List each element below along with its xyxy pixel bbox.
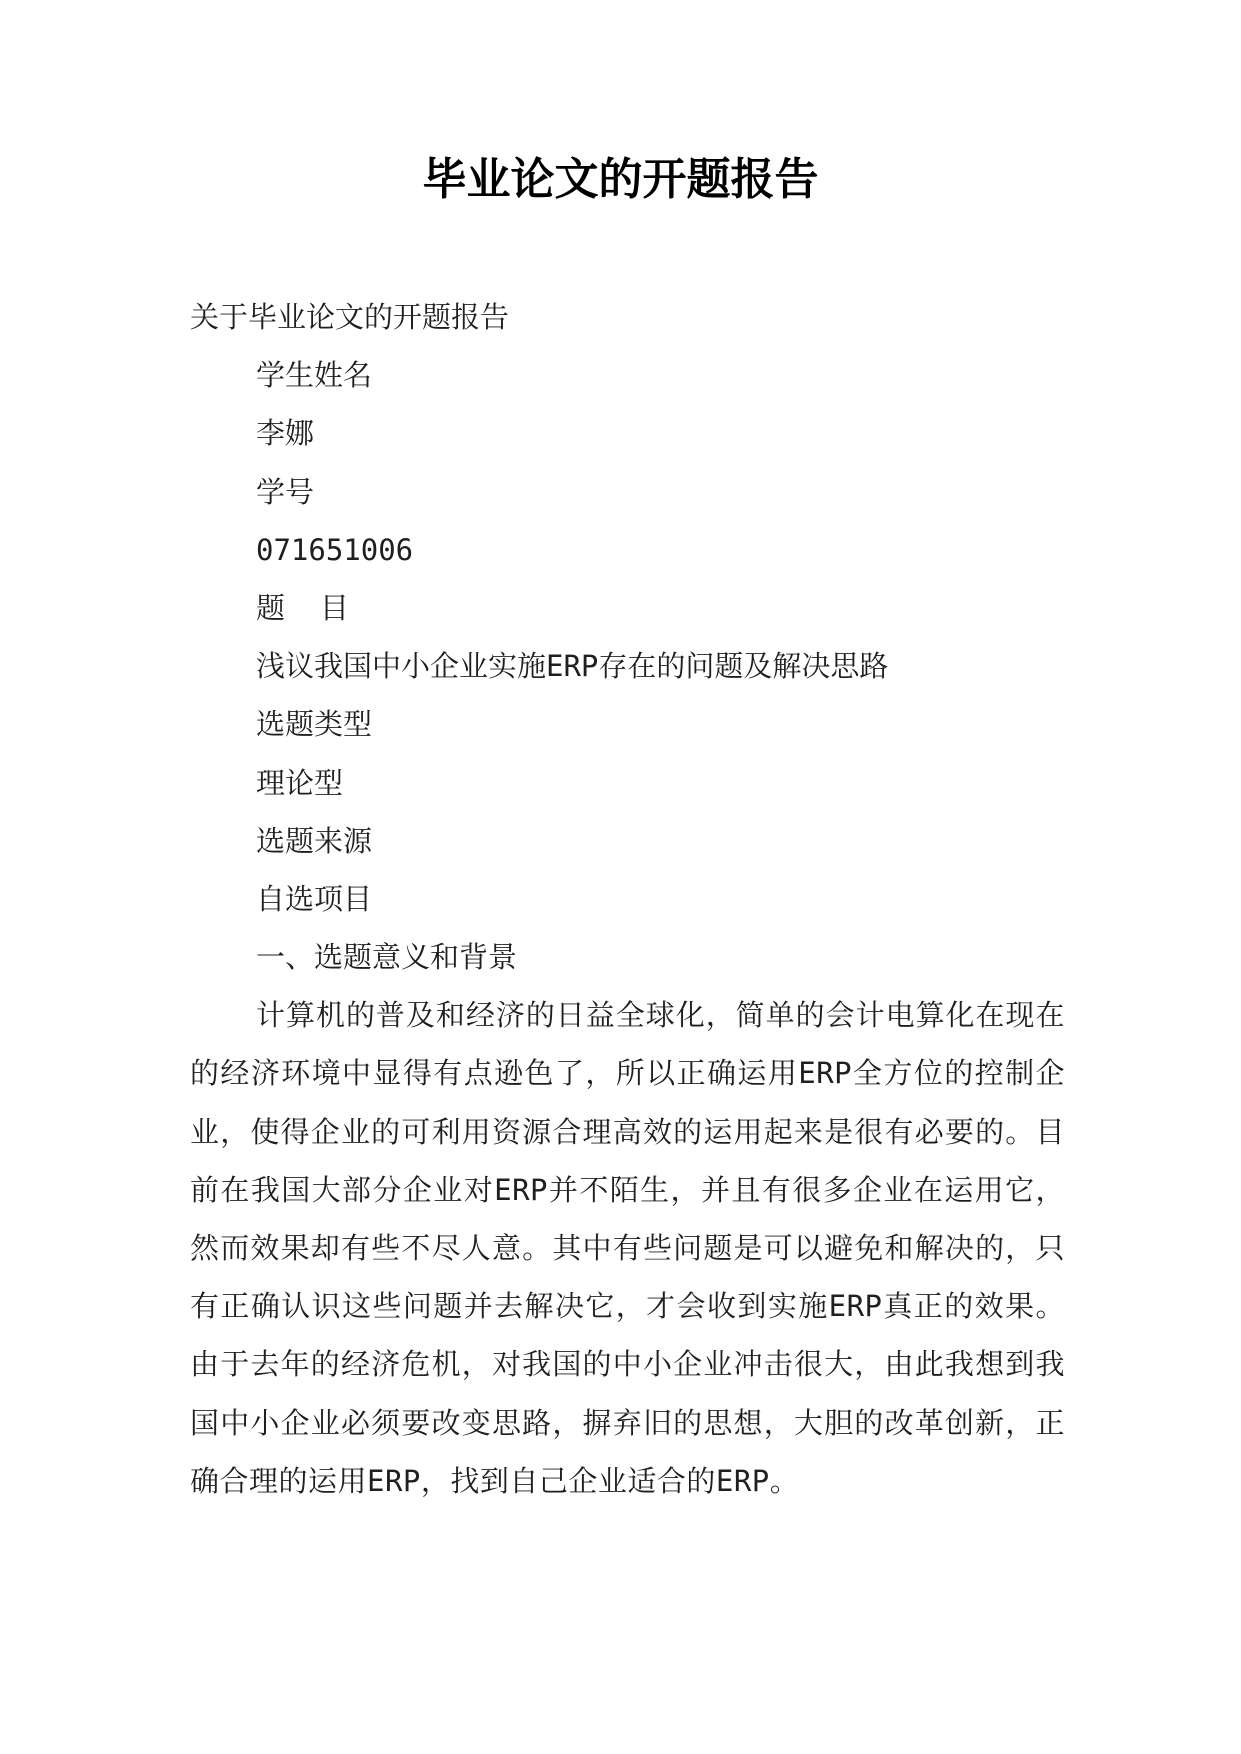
document-body xyxy=(190,288,1065,1510)
field-label-topic: 题 目 xyxy=(256,590,349,625)
body-paragraph: 计算机的普及和经济的日益全球化，简单的会计电算化在现在的经济环境中显得有点逊色了，所以正确运用ERP全方位的控制企业，使得企业的可利用资源合理高效的运用起来是很有必要的。目前在我国大部分企业对ERP并不陌生，并且有很多企业在运用它，然而效果却有些不尽人意。其中有些问题是可以避免和解决的，只有正确认识这些问题并去解决它，才会收到实施ERP真正的效果。由于去年的经济危机，对我国的中小企业冲击很大，由此我想到我国中小企业必须要改变思路，摒弃旧的思想，大胆的改革创新，正确合理的运用ERP，找到自己企业适合的ERP。 xyxy=(190,998,1065,1498)
field-label-topic-type: 选题类型 xyxy=(256,707,373,742)
field-value-topic-source: 自选项目 xyxy=(256,881,373,916)
field-label-topic-source: 选题来源 xyxy=(256,823,373,858)
field-label-student-name: 学生姓名 xyxy=(256,358,373,393)
field-value-topic: 浅议我国中小企业实施ERP存在的问题及解决思路 xyxy=(256,649,889,684)
field-value-topic-type: 理论型 xyxy=(256,765,344,800)
intro-line: 关于毕业论文的开题报告 xyxy=(190,300,510,334)
field-label-student-id: 学号 xyxy=(256,474,315,509)
field-value-student-id: 071651006 xyxy=(256,532,414,567)
section-heading: 一、选题意义和背景 xyxy=(256,940,518,975)
document-title: 毕业论文的开题报告 xyxy=(422,154,819,205)
field-value-student-name: 李娜 xyxy=(256,416,315,451)
